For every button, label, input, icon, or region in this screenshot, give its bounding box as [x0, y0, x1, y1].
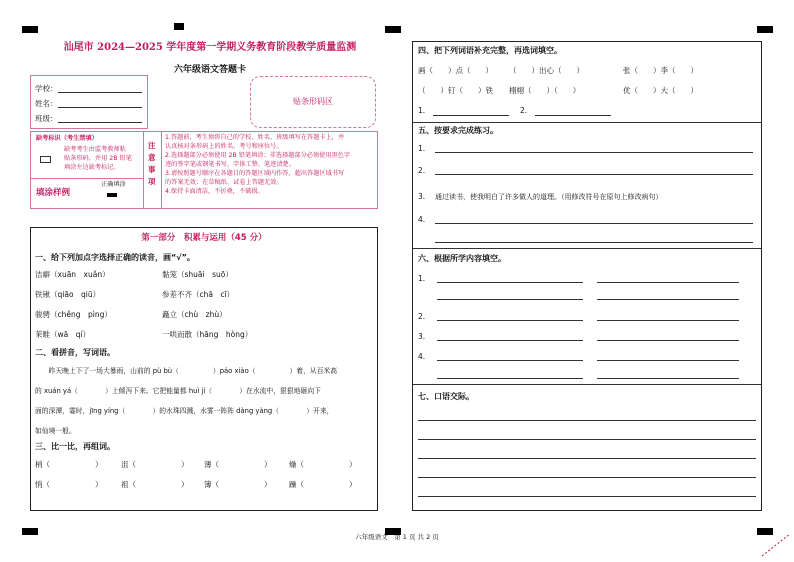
q6-line-1d[interactable]	[597, 299, 739, 300]
notes-label-column	[144, 132, 162, 208]
timing-mark-top-left	[22, 26, 38, 33]
instructions-box	[30, 131, 378, 209]
q6-line-2a[interactable]	[437, 320, 583, 321]
q6-line-1a[interactable]	[437, 282, 583, 283]
q6-title: 六、根据所学内容填空。	[418, 254, 506, 263]
q7-line-5[interactable]	[418, 496, 756, 497]
q4-row1-1[interactable]: 画（ ）点（ ）	[418, 66, 493, 75]
q5-q3-text: 通过读书，使我明白了许多做人的道理。（用修改符号在原句上修改病句）	[435, 193, 663, 201]
note-line-7: 4.保持卡面清洁，不折叠，不破损。	[165, 188, 264, 195]
notes-char-1: 注	[148, 141, 156, 150]
q4-title: 四、把下列词语补充完整，再选词填空。	[418, 46, 562, 55]
q4-row1-2[interactable]: （ ）出心（ ）	[509, 66, 584, 75]
fill-sample	[31, 179, 144, 208]
timing-mark-top-center	[174, 23, 184, 30]
q5-num-4: 4.	[418, 215, 426, 224]
q6-line-4d[interactable]	[597, 378, 739, 379]
q1-item-4[interactable]: 参差不齐（chā cī）	[162, 290, 235, 299]
q3-row2-1[interactable]: 悄（ ）	[35, 480, 103, 489]
q2-line-4: 如仙境一般。	[35, 427, 76, 435]
q7-line-4[interactable]	[418, 477, 756, 478]
absent-text-1: 缺考考生由监考教师粘	[64, 146, 126, 153]
q5-title: 五、按要求完成练习。	[418, 126, 498, 135]
q5-answer-line-4a[interactable]	[435, 223, 753, 224]
q3-row1-3[interactable]: 薄（ ）	[204, 460, 272, 469]
q6-line-1c[interactable]	[437, 299, 583, 300]
page-footer: 六年级语文 第 1 页 共 2 页	[355, 533, 439, 541]
q6-num-1: 1.	[418, 274, 426, 283]
notes-char-2: 意	[148, 153, 156, 162]
q3-title: 三、比一比，再组词。	[35, 442, 115, 451]
q3-row2-3[interactable]: 簿（ ）	[204, 480, 272, 489]
notes-char-3: 事	[148, 165, 156, 174]
q6-divider	[413, 384, 761, 385]
barcode-area	[250, 76, 376, 128]
q6-num-2: 2.	[418, 312, 426, 321]
fill-sample-correct: 正确填涂	[101, 181, 126, 188]
q7-line-1[interactable]	[418, 420, 756, 421]
school-field[interactable]	[58, 92, 142, 93]
q5-answer-line-4b[interactable]	[435, 242, 753, 243]
note-line-5: 3.请按照题号顺序在各题目的答题区域内作答，超出答题区域书写	[165, 170, 345, 177]
q7-title: 七、口语交际。	[418, 392, 474, 401]
right-answer-panel	[412, 41, 762, 511]
q1-item-6[interactable]: 矗立（chù zhù）	[162, 310, 227, 319]
q1-item-8[interactable]: 一哄而散（hāng hòng）	[162, 330, 253, 339]
q1-item-1[interactable]: 洁癖（xuān xuǎn）	[35, 270, 110, 279]
q6-line-3b[interactable]	[597, 340, 739, 341]
q5-answer-line-2[interactable]	[435, 174, 753, 175]
absent-column	[31, 132, 144, 179]
q4-blank-num-1: 1.	[418, 106, 426, 115]
q4-row2-2[interactable]: 栩栩（ ）（ ）	[509, 86, 581, 95]
q2-title: 二、看拼音，写词语。	[35, 348, 115, 357]
q3-row2-2[interactable]: 祖（ ）	[121, 480, 189, 489]
q3-row1-1[interactable]: 梢（ ）	[35, 460, 103, 469]
answer-card-title: 六年级语文答题卡	[173, 65, 246, 75]
part1-title: 第一部分 积累与运用（45 分）	[141, 233, 267, 243]
q4-row2-1[interactable]: （ ）钉（ ）铁	[418, 86, 493, 95]
left-answer-panel	[30, 227, 378, 511]
q2-line-1[interactable]: 昨天晚上下了一场大暴雨，山前的 pù bù（ ）páo xiào（ ）着，从百米高	[35, 367, 338, 375]
filled-mark	[107, 193, 117, 197]
q4-divider	[413, 122, 761, 123]
q6-line-4c[interactable]	[437, 378, 583, 379]
q1-title: 一、给下列加点字选择正确的读音，画“√”。	[35, 253, 195, 262]
q3-row1-4[interactable]: 燥（ ）	[289, 460, 357, 469]
q6-line-2b[interactable]	[597, 320, 739, 321]
class-label: 班级：	[35, 114, 58, 123]
q5-num-1: 1.	[418, 144, 426, 153]
corner-decoration	[760, 530, 792, 558]
absent-title: 缺考标识（考生禁填）	[36, 135, 98, 142]
q6-line-4b[interactable]	[597, 360, 739, 361]
notes-char-4: 项	[148, 177, 156, 186]
q4-blank-num-2: 2.	[520, 106, 528, 115]
q5-divider	[413, 248, 761, 249]
school-label: 学校：	[35, 84, 58, 93]
name-label: 姓名：	[35, 99, 58, 108]
q1-item-7[interactable]: 茉畦（wā qí）	[35, 330, 91, 339]
q4-blank-1[interactable]	[433, 115, 509, 116]
student-info-box	[30, 75, 148, 129]
q1-item-5[interactable]: 骏骋（chěng pìng）	[35, 310, 112, 319]
note-line-1: 1.答题前，考生须将自己的学校、姓名、班级填写在答题卡上，并	[165, 134, 345, 141]
barcode-label: 贴条形码区	[293, 97, 333, 106]
absent-text-3: 填涂左边缺考标记。	[64, 164, 120, 171]
q5-num-2: 2.	[418, 166, 426, 175]
q3-row2-4[interactable]: 躁（ ）	[289, 480, 357, 489]
q6-num-4: 4.	[418, 352, 426, 361]
fill-sample-label: 填涂样例	[36, 188, 71, 198]
timing-mark-top-right	[757, 26, 773, 33]
exam-title: 汕尾市 2024—2025 学年度第一学期义务教育阶段教学质量监测	[63, 42, 357, 53]
q3-row1-2[interactable]: 沮（ ）	[121, 460, 189, 469]
note-line-3: 2.选择题部分必须使用 2B 铅笔填涂；非选择题部分必须使用黑色字	[165, 152, 351, 159]
q7-line-3[interactable]	[418, 458, 756, 459]
note-line-2: 认真核对条形码上的姓名、考号和座位号。	[165, 143, 283, 150]
class-field[interactable]	[58, 122, 142, 123]
q1-item-2[interactable]: 黏笼（shuāi suō）	[162, 270, 233, 279]
q6-line-3a[interactable]	[437, 340, 583, 341]
q5-num-3: 3.	[418, 192, 426, 201]
q2-line-3[interactable]: 面的深潭，霎时，jīng yíng（ ）的水珠四溅，水雾一阵阵 dàng yàng（ ）开来，	[35, 407, 334, 415]
q6-num-3: 3.	[418, 332, 426, 341]
name-field[interactable]	[58, 107, 142, 108]
absent-checkbox[interactable]	[40, 156, 51, 163]
q4-row2-3[interactable]: 优（ ）大（ ）	[623, 86, 698, 95]
q2-line-2[interactable]: 的 xuán yá（ ）上倾泻下来。它把能量都 huì jí（ ）在水流中，狠狠地砸向下	[35, 387, 321, 395]
q5-answer-line-1[interactable]	[435, 152, 753, 153]
timing-mark-top-mid	[385, 26, 401, 33]
q4-row1-3[interactable]: 张（ ）李（ ）	[623, 66, 698, 75]
q6-line-4a[interactable]	[437, 360, 583, 361]
absent-text-2: 贴条形码，并用 2B 铅笔	[64, 155, 132, 162]
q7-line-2[interactable]	[418, 439, 756, 440]
q1-item-3[interactable]: 铁锹（qiāo qiū）	[35, 290, 101, 299]
note-line-6: 的答案无效；在草稿纸、试卷上答题无效。	[165, 179, 283, 186]
q4-blank-2[interactable]	[535, 115, 611, 116]
q6-line-1b[interactable]	[597, 282, 739, 283]
note-line-4: 迹的签字笔或钢笔书写，字体工整、笔迹清楚。	[165, 161, 295, 168]
